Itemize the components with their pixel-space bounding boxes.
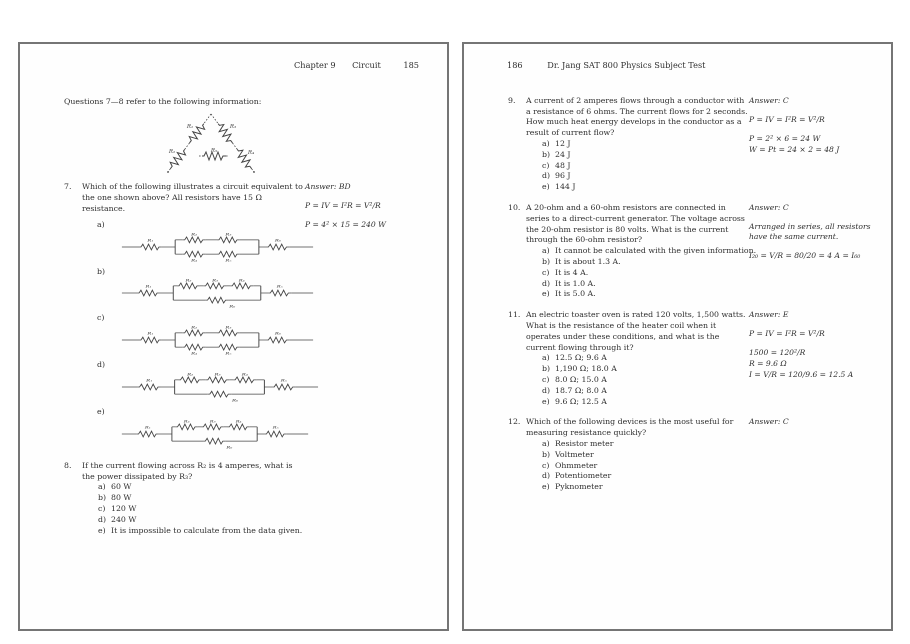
option-text: 18.7 Ω; 8.0 A xyxy=(555,385,607,395)
book-title: Dr. Jang SAT 800 Physics Subject Test xyxy=(547,60,706,70)
option-letter: c) xyxy=(542,160,550,170)
section-label: Circuit xyxy=(352,60,381,70)
option-text: Ohmmeter xyxy=(555,460,598,470)
resistor-label: R₃ xyxy=(212,279,219,284)
formula-line: P = IV = I²R = V²/R xyxy=(305,201,381,211)
resistor-label: R₃ xyxy=(209,419,216,425)
option-text: 24 J xyxy=(555,149,571,159)
resistor-label: R₄ xyxy=(191,258,198,262)
option-letter: d) xyxy=(542,385,551,395)
resistor-label: R₅ xyxy=(225,258,232,262)
option-text: 144 J xyxy=(555,182,576,192)
resistor-label: R₄ xyxy=(241,373,248,378)
option-letter: b) xyxy=(542,449,551,459)
option-row xyxy=(526,289,891,300)
formula-line: P = 4² × 15 = 240 W xyxy=(305,220,386,230)
question-text: A current of 2 amperes flows through a conductor with a resistance of 6 ohms. The current flows for 2 seconds. How much heat energy develops in the conductor as a result of current flow? xyxy=(526,95,748,138)
option-row xyxy=(526,461,891,472)
option-letter: a) xyxy=(542,438,550,448)
option-row xyxy=(526,279,891,290)
option-text: It is 1.0 A. xyxy=(555,278,596,288)
circuit-triangle-diagram xyxy=(146,110,447,180)
resistor-icon xyxy=(183,251,206,257)
resistor-label: R₃ xyxy=(225,326,232,331)
resistor-icon xyxy=(139,337,162,343)
answer-label: Answer: E xyxy=(749,310,789,320)
right-page xyxy=(462,42,893,631)
chapter-label: Chapter 9 xyxy=(294,60,336,70)
resistor-label: R₄ xyxy=(235,419,242,425)
resistor-label: R₅ xyxy=(225,351,232,356)
option-text: 12.5 Ω; 9.6 A xyxy=(555,353,607,363)
circuit-diagram-d xyxy=(120,372,320,402)
resistor-icon xyxy=(202,424,224,430)
resistor-label: R₁ xyxy=(145,285,152,290)
question-number: 8. xyxy=(64,460,72,470)
resistor-icon xyxy=(206,298,229,304)
left-page xyxy=(18,42,449,631)
option-row xyxy=(526,171,891,182)
question-11 xyxy=(464,310,891,407)
option-letter: d) xyxy=(98,514,107,524)
option-letter: d) xyxy=(542,278,551,288)
resistor-label: R₁ xyxy=(147,331,154,337)
page-header xyxy=(507,60,891,71)
resistor-label: R₃ xyxy=(225,232,232,237)
resistor-label: R₃ xyxy=(229,123,237,130)
option-text: Pyknometer xyxy=(555,482,603,492)
option-letter: e) xyxy=(542,182,550,192)
question-10 xyxy=(464,203,891,300)
resistor-icon xyxy=(266,337,289,343)
option-letter: c) xyxy=(98,503,106,513)
resistor-icon xyxy=(217,344,240,350)
option-text: 12 J xyxy=(555,138,571,148)
resistor-label: R₅ xyxy=(210,147,218,154)
resistor-icon xyxy=(206,377,229,383)
resistor-label: R₆ xyxy=(232,398,239,402)
question-9 xyxy=(464,96,891,193)
resistor-label: R₁ xyxy=(144,425,151,430)
option-letter: a) xyxy=(98,482,106,492)
option-letter: a) xyxy=(542,246,550,256)
option-letter: e) xyxy=(98,525,106,535)
resistor-label: R₆ xyxy=(229,305,236,309)
circuit-diagram-a xyxy=(120,232,315,262)
page-number: 186 xyxy=(507,60,523,70)
answer-label: Answer: C xyxy=(749,95,789,105)
question-12 xyxy=(464,417,891,493)
resistor-label: R₁ xyxy=(147,238,154,243)
resistor-label: R₆ xyxy=(274,331,281,337)
page-number: 185 xyxy=(403,60,419,70)
option-text: 60 W xyxy=(111,482,132,492)
option-text: It is 4 A. xyxy=(555,267,589,277)
option-row xyxy=(82,493,447,504)
circuit-diagram-c xyxy=(120,325,315,355)
option-letter: b) xyxy=(98,493,107,503)
resistor-icon xyxy=(183,330,206,336)
formula-line: W = Pt = 24 × 2 = 48 J xyxy=(749,144,840,154)
option-row xyxy=(526,471,891,482)
resistor-icon xyxy=(268,291,291,297)
question-number: 11. xyxy=(508,310,521,320)
option-letter: d) xyxy=(542,471,551,481)
question-number: 12. xyxy=(508,417,521,427)
resistor-label: R₁ xyxy=(146,378,153,383)
option-row xyxy=(526,450,891,461)
option-text: 9.6 Ω; 12.5 A xyxy=(555,396,607,406)
question-number: 10. xyxy=(508,202,521,212)
resistor-label: R₂ xyxy=(191,232,198,237)
resistor-label: R₃ xyxy=(214,373,221,378)
option-row xyxy=(526,386,891,397)
option-text: It is about 1.3 A. xyxy=(555,256,621,266)
question-text: Which of the following illustrates a circuit equivalent to the one shown above? All resistors have 15 Ω resistance. xyxy=(82,182,303,213)
resistor-label: R₅ xyxy=(280,378,287,383)
formula-line: I = V/R = 120/9.6 = 12.5 A xyxy=(749,370,854,380)
option-row xyxy=(82,482,447,493)
option-letter: b) xyxy=(542,364,551,374)
option-text: It is 5.0 A. xyxy=(555,289,596,299)
resistor-icon xyxy=(137,291,160,297)
option-letter: c) xyxy=(542,267,550,277)
resistor-label: R₄ xyxy=(247,149,255,156)
option-text: Voltmeter xyxy=(555,449,594,459)
resistor-label: R₂ xyxy=(183,419,190,425)
option-letter: d) xyxy=(542,171,551,181)
option-letter: a) xyxy=(542,138,550,148)
option-text: 8.0 Ω; 15.0 A xyxy=(555,374,607,384)
option-text: 96 J xyxy=(555,171,571,181)
option-row xyxy=(526,439,891,450)
option-text: 80 W xyxy=(111,493,132,503)
resistor-icon xyxy=(176,424,198,430)
resistor-icon xyxy=(183,344,206,350)
answer-column xyxy=(749,203,891,262)
resistor-label: R₁ xyxy=(186,123,194,130)
option-row xyxy=(82,526,447,537)
option-text: Potentiometer xyxy=(555,471,612,481)
question-number: 7. xyxy=(64,182,72,192)
option-letter: a) xyxy=(542,353,550,363)
formula-line: P = IV = I²R = V²/R xyxy=(749,329,825,339)
option-letter: e) xyxy=(542,289,550,299)
option-letter-e: e) xyxy=(97,406,105,416)
option-text: Resistor meter xyxy=(555,438,614,448)
option-letter: e) xyxy=(542,482,550,492)
resistor-icon xyxy=(137,431,159,437)
option-text: It is impossible to calculate from the data given. xyxy=(111,525,303,535)
question-number: 9. xyxy=(508,95,516,105)
resistor-icon xyxy=(208,391,231,397)
option-letter: c) xyxy=(542,460,550,470)
resistor-icon xyxy=(217,251,240,257)
answer-column xyxy=(749,310,891,381)
option-letter-d: d) xyxy=(97,360,106,370)
resistor-icon xyxy=(203,438,225,444)
resistor-label: R₄ xyxy=(238,279,245,284)
option-text: 240 W xyxy=(111,514,137,524)
option-letter: b) xyxy=(542,256,551,266)
resistor-icon xyxy=(233,377,256,383)
resistor-label: R₂ xyxy=(185,279,192,284)
question-text: If the current flowing across R₂ is 4 amperes, what is the power dissipated by R₃? xyxy=(82,460,293,481)
resistor-icon xyxy=(217,330,240,336)
answer-column xyxy=(749,417,891,436)
formula-line: I₂₀ = V/R = 80/20 = 4 A = I₆₀ xyxy=(749,250,861,260)
answer-column xyxy=(305,182,447,231)
option-text: 1,190 Ω; 18.0 A xyxy=(555,364,617,374)
resistor-icon xyxy=(204,283,227,289)
resistor-label: R₅ xyxy=(276,285,283,290)
answer-label: Answer: C xyxy=(749,417,789,427)
resistor-icon xyxy=(228,424,250,430)
formula-line: R = 9.6 Ω xyxy=(749,359,787,369)
resistor-icon xyxy=(265,431,287,437)
question-text: An electric toaster oven is rated 120 volts, 1,500 watts. What is the resistance of the heater coil when it operates under these conditions, and what is the current flowing through it? xyxy=(526,310,746,352)
resistor-icon xyxy=(139,244,162,250)
question-text: Which of the following devices is the most useful for measuring resistance quickly? xyxy=(526,417,734,438)
formula-line: P = IV = I²R = V²/R xyxy=(749,114,825,124)
formula-line: 1500 = 120²/R xyxy=(749,348,806,358)
option-letter-a: a) xyxy=(97,219,105,229)
question-7 xyxy=(20,182,447,448)
option-letter: c) xyxy=(542,374,550,384)
resistor-label: R₂ xyxy=(187,373,194,378)
resistor-label: R₄ xyxy=(191,351,198,356)
answer-label: Answer: C xyxy=(749,202,789,212)
option-letter: b) xyxy=(542,149,551,159)
resistor-icon xyxy=(217,237,240,243)
resistor-label: R₆ xyxy=(274,238,281,243)
answer-label: Answer: BD xyxy=(305,182,351,192)
option-text: 120 W xyxy=(111,503,137,513)
resistor-icon xyxy=(183,237,206,243)
resistor-label: R₂ xyxy=(168,148,176,155)
option-row xyxy=(526,268,891,279)
questions-intro: Questions 7—8 refer to the following information: xyxy=(64,96,262,106)
formula-line: P = 2² × 6 = 24 W xyxy=(749,133,821,143)
resistor-icon xyxy=(138,384,161,390)
option-row xyxy=(526,182,891,193)
option-text: 48 J xyxy=(555,160,571,170)
option-letter: e) xyxy=(542,396,550,406)
option-row xyxy=(526,482,891,493)
circuit-diagram-b xyxy=(120,278,315,308)
resistor-icon xyxy=(266,244,289,250)
option-row xyxy=(82,504,447,515)
option-row xyxy=(526,397,891,408)
option-row xyxy=(526,161,891,172)
resistor-icon xyxy=(272,384,295,390)
option-text: It cannot be calculated with the given information. xyxy=(555,246,757,256)
page-header xyxy=(20,60,447,71)
option-row xyxy=(82,515,447,526)
resistor-label: R₅ xyxy=(272,425,279,430)
question-text: A 20-ohm and a 60-ohm resistors are connected in series to a direct-current generator. The voltage across the 20-ohm resistor is 80 volts. What is the current through the 60-ohm resistor? xyxy=(526,202,745,245)
answer-note: Arranged in series, all resistors have the same current. xyxy=(749,221,871,241)
option-letter-c: c) xyxy=(97,313,105,323)
option-letter-b: b) xyxy=(97,266,106,276)
resistor-icon xyxy=(230,283,253,289)
question-8 xyxy=(20,461,447,537)
resistor-label: R₆ xyxy=(226,445,233,449)
answer-column xyxy=(749,96,891,156)
resistor-icon xyxy=(179,377,202,383)
circuit-diagram-e xyxy=(120,419,310,449)
resistor-label: R₂ xyxy=(191,326,198,331)
resistor-icon xyxy=(177,283,200,289)
